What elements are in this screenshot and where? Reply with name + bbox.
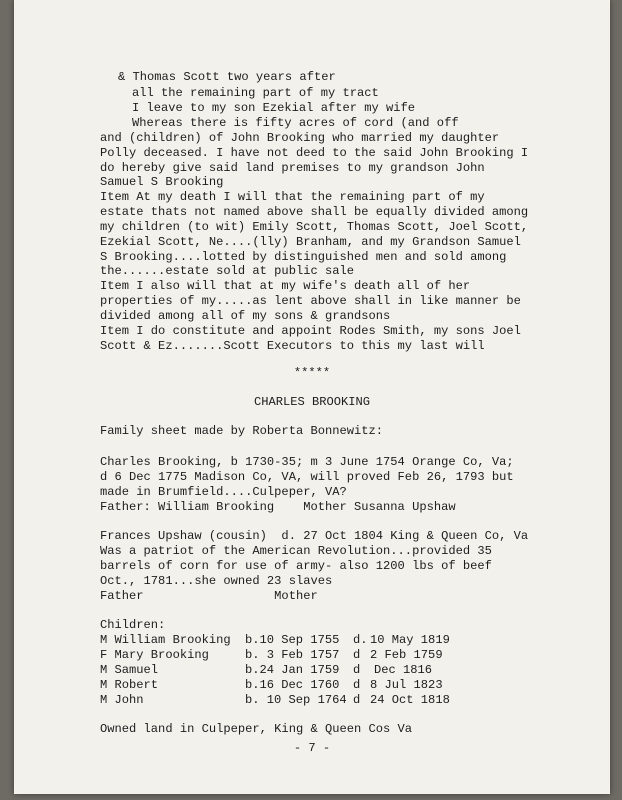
will-line: Whereas there is fifty acres of cord (and off: [132, 116, 459, 130]
will-line: & Thomas Scott two years after: [118, 70, 336, 84]
charles-line: made in Brumfield....Culpeper, VA?: [100, 485, 347, 499]
child-died-marker: d: [353, 678, 361, 692]
will-line: my children (to wit) Emily Scott, Thomas Scott, Joel Scott,: [100, 220, 529, 234]
child-name: M Samuel: [100, 663, 159, 677]
child-born: b.24 Jan 1759: [245, 663, 340, 677]
child-born: b. 10 Sep 1764: [245, 693, 347, 707]
will-line: Item I do constitute and appoint Rodes Smith, my sons Joel: [100, 324, 521, 338]
child-died: 10 May 1819: [370, 633, 450, 647]
child-died: 8 Jul 1823: [370, 678, 443, 692]
will-line: divided among all of my sons & grandsons: [100, 309, 391, 323]
land-note: Owned land in Culpeper, King & Queen Cos Va: [100, 722, 413, 736]
will-line: do hereby give said land premises to my grandson John: [100, 161, 485, 175]
child-died-marker: d: [353, 648, 361, 662]
child-row: [100, 678, 443, 692]
charles-line: Father: William Brooking Mother Susanna Upshaw: [100, 500, 456, 514]
will-line: S Brooking....lotted by distinguished men and sold among: [100, 250, 507, 264]
will-line: all the remaining part of my tract: [132, 86, 379, 100]
section-title: CHARLES BROOKING: [253, 395, 371, 409]
will-line: Item I also will that at my wife's death all of her: [100, 279, 471, 293]
child-died-marker: d: [353, 693, 361, 707]
child-name: M Robert: [100, 678, 159, 692]
page-number: - 7 -: [293, 741, 331, 755]
will-line: Ezekial Scott, Ne....(lly) Branham, and my Grandson Samuel: [100, 235, 521, 249]
will-line: the......estate sold at public sale: [100, 264, 355, 278]
child-name: M William Brooking: [100, 633, 231, 647]
family-sheet-line: Family sheet made by Roberta Bonnewitz:: [100, 424, 384, 438]
frances-line: Was a patriot of the American Revolution...provided 35: [100, 544, 492, 558]
child-born: b. 3 Feb 1757: [245, 648, 340, 662]
will-line: properties of my.....as lent above shall in like manner be: [100, 294, 521, 308]
child-born: b.10 Sep 1755: [245, 633, 340, 647]
charles-line: d 6 Dec 1775 Madison Co, VA, will proved Feb 26, 1793 but: [100, 470, 514, 484]
will-line: and (children) of John Brooking who married my daughter: [100, 131, 500, 145]
charles-line: Charles Brooking, b 1730-35; m 3 June 1754 Orange Co, Va;: [100, 455, 514, 469]
child-died-marker: d: [353, 663, 361, 677]
frances-line: barrels of corn for use of army- also 1200 lbs of beef: [100, 559, 492, 573]
child-died-marker: d.: [353, 633, 368, 647]
will-line: Scott & Ez.......Scott Executors to this my last will: [100, 339, 485, 353]
child-row: [100, 648, 443, 662]
will-line: Samuel S Brooking: [100, 175, 224, 189]
will-line: Polly deceased. I have not deed to the said John Brooking I: [100, 146, 529, 160]
section-separator: *****: [293, 366, 331, 380]
child-born: b.16 Dec 1760: [245, 678, 340, 692]
child-name: M John: [100, 693, 144, 707]
frances-line: Frances Upshaw (cousin) d. 27 Oct 1804 King & Queen Co, Va: [100, 529, 529, 543]
children-label: Children:: [100, 618, 166, 632]
child-died: 2 Feb 1759: [370, 648, 443, 662]
frances-line: Father Mother: [100, 589, 318, 603]
frances-line: Oct., 1781...she owned 23 slaves: [100, 574, 333, 588]
will-line: estate thats not named above shall be equally divided among: [100, 205, 529, 219]
will-line: Item At my death I will that the remaining part of my: [100, 190, 485, 204]
document-page: [14, 0, 610, 794]
child-row: [100, 663, 440, 677]
will-line: I leave to my son Ezekial after my wife: [132, 101, 416, 115]
child-row: [100, 633, 450, 647]
child-row: [100, 693, 450, 707]
child-died: 24 Oct 1818: [370, 693, 450, 707]
child-died: Dec 1816: [373, 663, 432, 677]
child-name: F Mary Brooking: [100, 648, 209, 662]
